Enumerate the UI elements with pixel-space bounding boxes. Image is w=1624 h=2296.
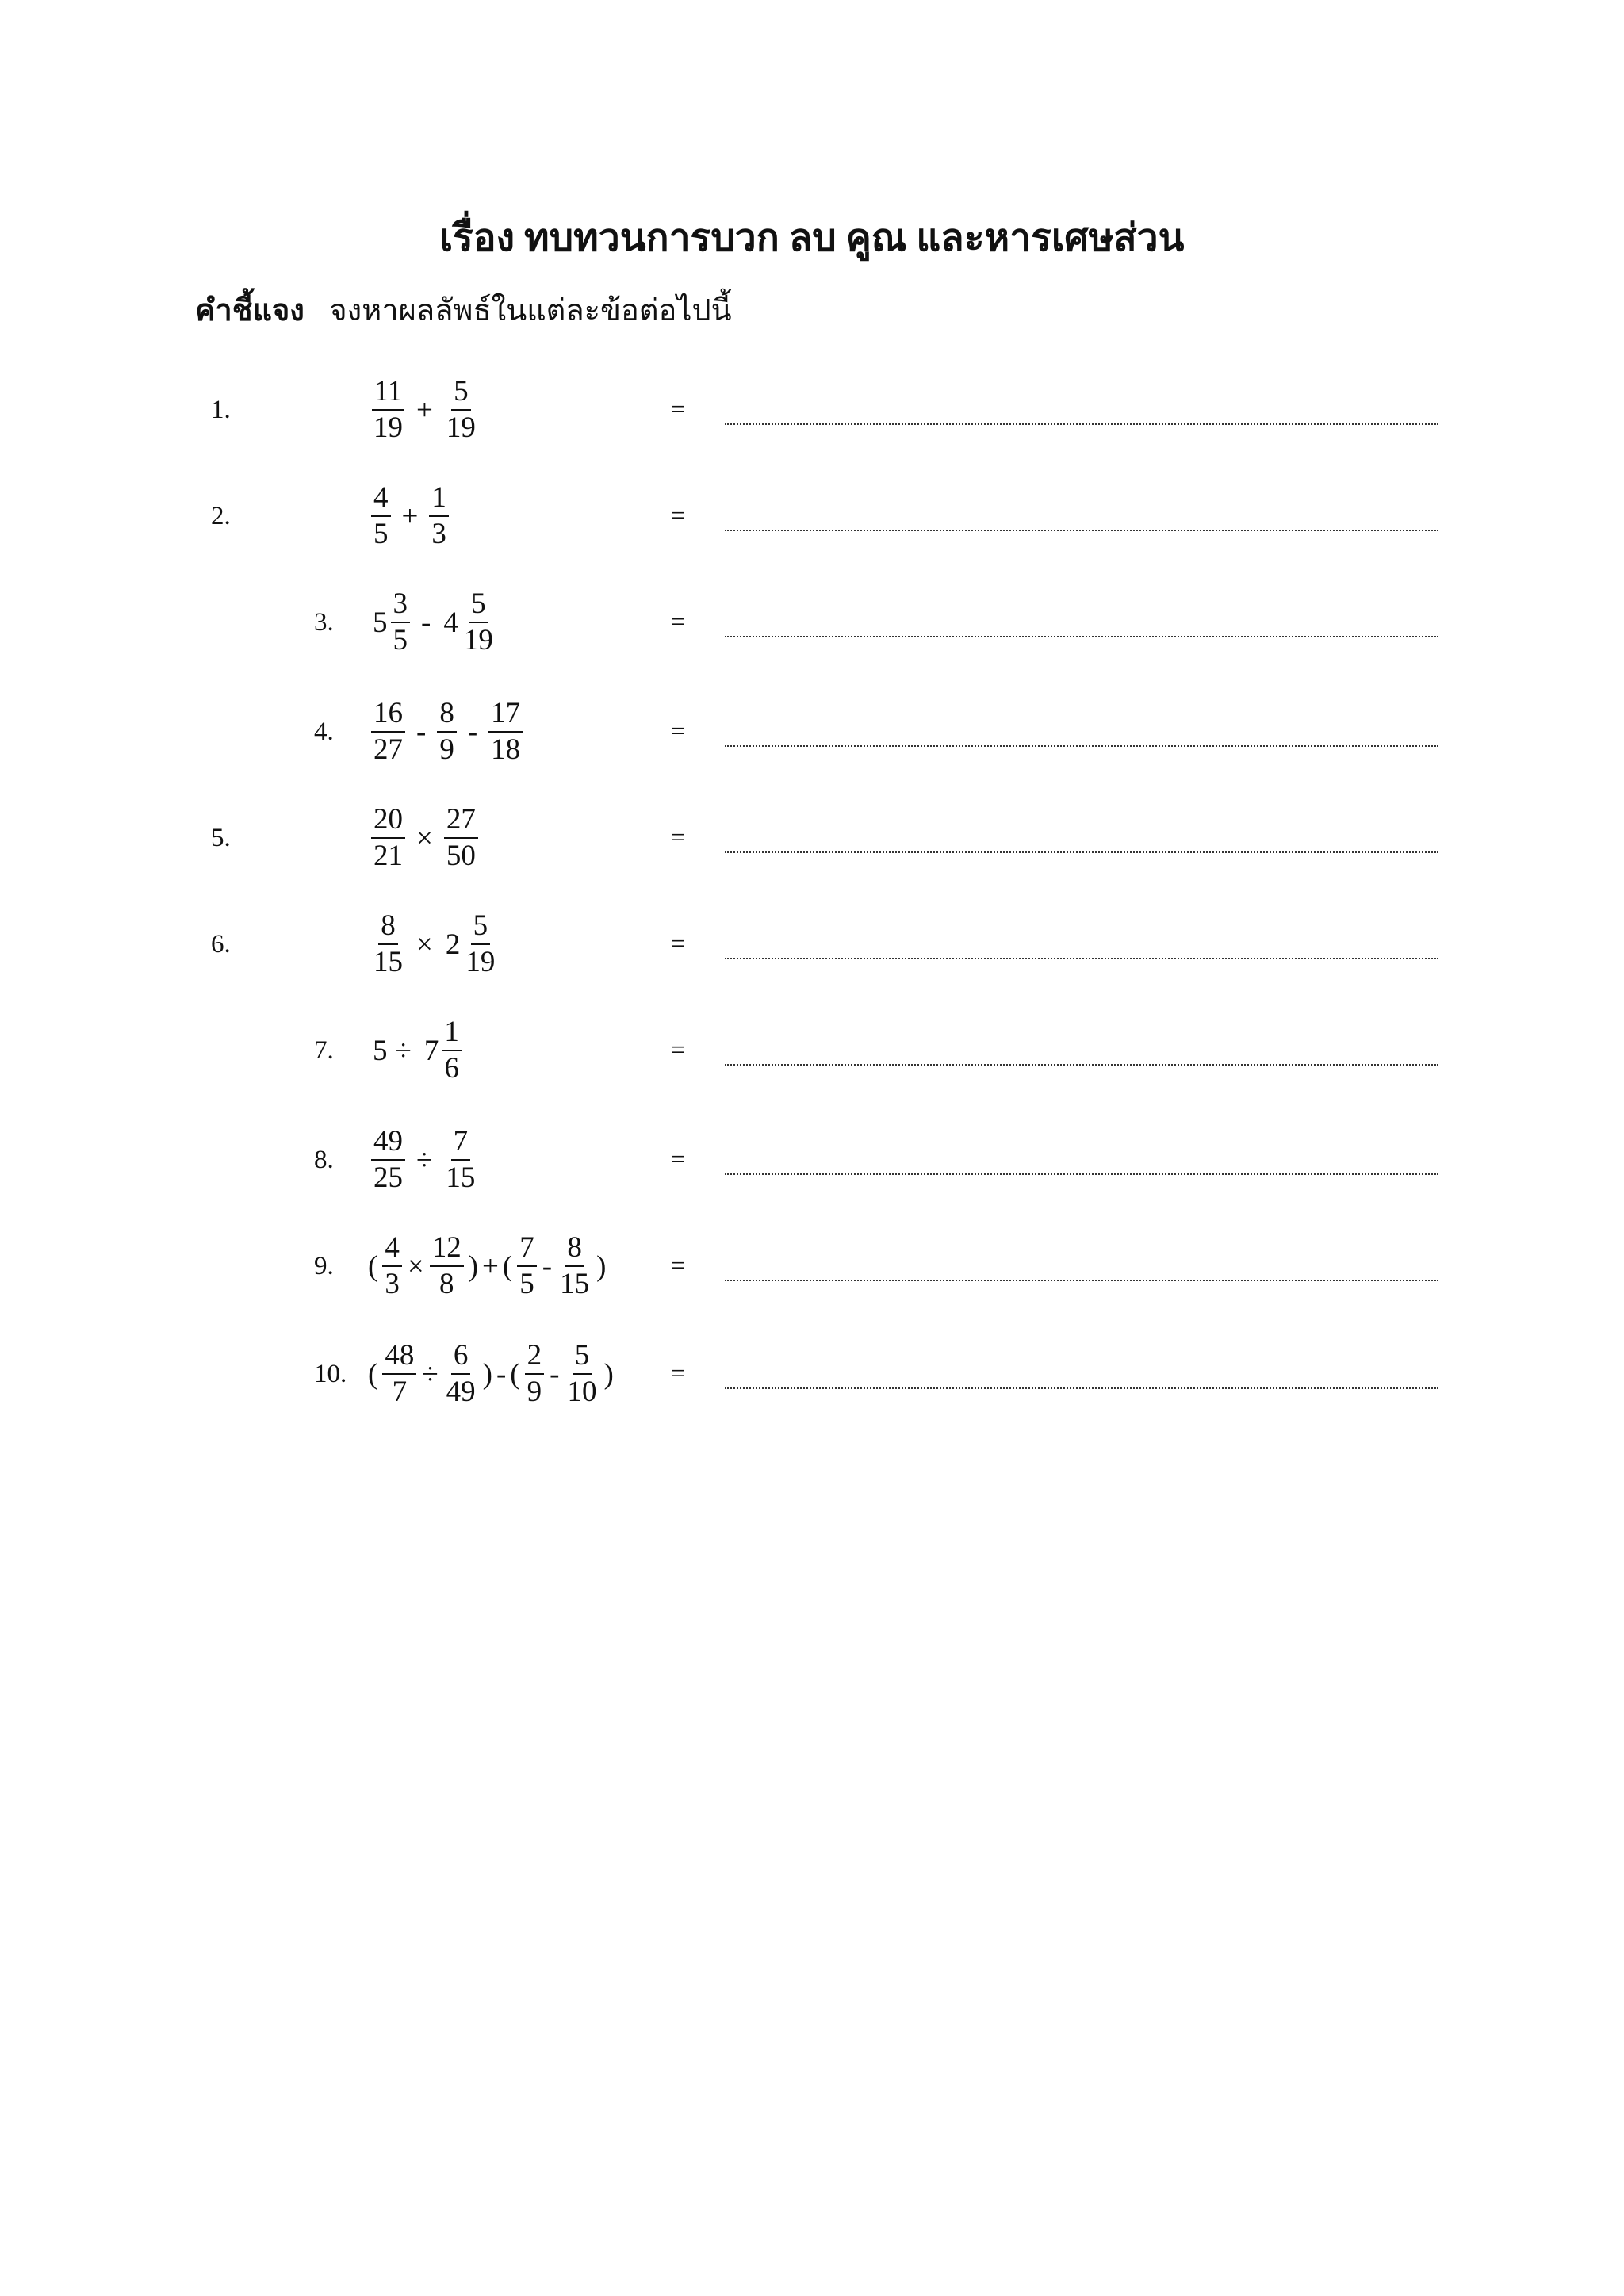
problem-row — [0, 473, 1624, 560]
problem-row — [0, 794, 1624, 882]
fraction — [382, 1338, 416, 1410]
parenthesis: ) — [468, 1249, 479, 1283]
problem-expression — [368, 1007, 465, 1094]
fraction-denominator: 5 — [393, 624, 408, 656]
operator: + — [482, 1249, 499, 1283]
fraction-numerator: 16 — [371, 696, 405, 733]
problem-row — [0, 901, 1624, 988]
problem-row — [0, 1223, 1624, 1310]
fraction — [371, 1124, 405, 1196]
fraction-denominator: 21 — [373, 840, 403, 872]
fraction-denominator: 27 — [373, 733, 403, 766]
fraction-numerator: 8 — [437, 696, 457, 733]
answer-line[interactable] — [725, 958, 1438, 959]
operator: - — [421, 606, 431, 639]
parenthesis: ) — [482, 1357, 492, 1391]
equals-sign: = — [671, 396, 686, 424]
fraction-numerator: 7 — [451, 1124, 471, 1161]
equals-sign: = — [671, 824, 686, 852]
problem-number: 2. — [211, 502, 231, 530]
problem-number: 3. — [314, 608, 334, 637]
instruction-label: คำชี้แจง — [195, 294, 304, 327]
fraction-denominator: 3 — [431, 518, 446, 550]
operator: × — [407, 1249, 424, 1283]
problem-expression — [366, 1223, 607, 1310]
fraction-numerator: 6 — [451, 1338, 471, 1375]
fraction-denominator: 5 — [373, 518, 389, 550]
whole-number: 2 — [445, 928, 461, 961]
problem-expression — [368, 579, 499, 666]
equals-sign: = — [671, 1036, 686, 1065]
operator: + — [401, 499, 419, 533]
fraction-denominator: 5 — [519, 1268, 534, 1300]
answer-line[interactable] — [725, 1064, 1438, 1066]
operator: - — [542, 1249, 553, 1283]
fraction-numerator: 5 — [451, 374, 471, 411]
fraction-denominator: 7 — [392, 1376, 408, 1408]
parenthesis: ) — [596, 1249, 607, 1283]
fraction-denominator: 19 — [446, 411, 476, 444]
fraction-denominator: 19 — [373, 411, 403, 444]
problem-row — [0, 1007, 1624, 1094]
fraction-numerator: 1 — [429, 480, 449, 517]
fraction-numerator: 8 — [378, 909, 398, 945]
fraction-denominator: 10 — [567, 1376, 597, 1408]
fraction-numerator: 27 — [444, 802, 478, 839]
problem-number: 6. — [211, 930, 231, 959]
answer-line[interactable] — [725, 851, 1438, 853]
whole-number: 7 — [423, 1034, 439, 1067]
parenthesis: ( — [368, 1357, 378, 1391]
problem-number: 10. — [314, 1360, 347, 1388]
problem-row — [0, 1116, 1624, 1203]
fraction-denominator: 15 — [373, 946, 403, 978]
answer-line[interactable] — [725, 1387, 1438, 1389]
whole-number: 5 — [373, 606, 388, 639]
fraction-numerator: 11 — [372, 374, 405, 411]
fraction — [444, 802, 478, 874]
problem-row — [0, 366, 1624, 453]
problem-expression — [368, 688, 526, 775]
answer-line[interactable] — [725, 1280, 1438, 1281]
fraction-denominator: 15 — [446, 1161, 476, 1194]
fraction-numerator: 4 — [382, 1230, 402, 1267]
operator: - — [416, 715, 427, 748]
fraction — [371, 696, 405, 767]
equals-sign: = — [671, 1360, 686, 1388]
fraction — [462, 587, 496, 658]
fraction-numerator: 2 — [525, 1338, 545, 1375]
operator: × — [416, 928, 433, 961]
fraction-numerator: 8 — [565, 1230, 584, 1267]
equals-sign: = — [671, 502, 686, 530]
fraction-denominator: 8 — [439, 1268, 454, 1300]
whole-number: 4 — [443, 606, 458, 639]
fraction-denominator: 9 — [439, 733, 454, 766]
fraction-numerator: 1 — [442, 1015, 462, 1051]
fraction-denominator: 6 — [444, 1052, 459, 1085]
problem-expression — [368, 794, 481, 882]
parenthesis: ( — [510, 1357, 520, 1391]
instruction-text: จงหาผลลัพธ์ในแต่ละข้อต่อไปนี้ — [329, 294, 732, 327]
operator: ÷ — [395, 1034, 412, 1067]
equals-sign: = — [671, 608, 686, 637]
problem-number: 7. — [314, 1036, 334, 1065]
answer-line[interactable] — [725, 1173, 1438, 1175]
fraction-numerator: 20 — [371, 802, 405, 839]
parenthesis: ( — [368, 1249, 378, 1283]
instruction — [195, 285, 732, 334]
fraction-denominator: 19 — [465, 946, 496, 978]
problem-number: 8. — [314, 1146, 334, 1174]
fraction — [463, 909, 497, 980]
answer-line[interactable] — [725, 745, 1438, 747]
fraction-numerator: 48 — [382, 1338, 416, 1375]
fraction — [444, 374, 478, 446]
fraction — [382, 1230, 402, 1302]
operator: + — [416, 393, 433, 427]
fraction-numerator: 5 — [573, 1338, 592, 1375]
fraction — [565, 1338, 599, 1410]
problem-number: 5. — [211, 824, 231, 852]
fraction — [429, 480, 449, 552]
operator: - — [496, 1357, 507, 1391]
problem-expression — [368, 366, 481, 453]
fraction-numerator: 49 — [371, 1124, 405, 1161]
fraction — [430, 1230, 464, 1302]
fraction — [557, 1230, 592, 1302]
fraction-numerator: 17 — [488, 696, 523, 733]
fraction — [442, 1015, 462, 1086]
worksheet-title: เรื่อง ทบทวนการบวก ลบ คูณ และหารเศษส่วน — [439, 217, 1185, 259]
problem-row — [0, 1330, 1624, 1418]
fraction-denominator: 19 — [463, 624, 493, 656]
equals-sign: = — [671, 1252, 686, 1280]
problem-number: 1. — [211, 396, 231, 424]
fraction — [371, 480, 391, 552]
fraction — [371, 802, 405, 874]
equals-sign: = — [671, 718, 686, 746]
fraction — [517, 1230, 537, 1302]
operator: ÷ — [422, 1357, 439, 1391]
fraction-numerator: 5 — [471, 909, 491, 945]
problem-expression — [368, 1116, 481, 1203]
fraction-numerator: 12 — [430, 1230, 464, 1267]
fraction — [371, 909, 405, 980]
fraction — [444, 1338, 478, 1410]
answer-line[interactable] — [725, 423, 1438, 425]
fraction — [488, 696, 523, 767]
fraction-denominator: 3 — [385, 1268, 400, 1300]
operator: - — [550, 1357, 560, 1391]
fraction — [443, 1124, 477, 1196]
operator: × — [416, 821, 433, 855]
fraction — [437, 696, 457, 767]
fraction — [391, 587, 411, 658]
problem-row — [0, 688, 1624, 775]
problem-row — [0, 579, 1624, 666]
fraction-numerator: 3 — [391, 587, 411, 623]
fraction-denominator: 50 — [446, 840, 476, 872]
fraction-numerator: 7 — [517, 1230, 537, 1267]
operator: - — [467, 715, 478, 748]
parenthesis: ( — [502, 1249, 513, 1283]
fraction-denominator: 18 — [491, 733, 521, 766]
answer-line[interactable] — [725, 530, 1438, 531]
fraction-denominator: 15 — [560, 1268, 590, 1300]
fraction-numerator: 4 — [371, 480, 391, 517]
fraction — [525, 1338, 545, 1410]
equals-sign: = — [671, 1146, 686, 1174]
equals-sign: = — [671, 930, 686, 959]
problem-expression — [368, 901, 500, 988]
problem-expression — [366, 1330, 615, 1418]
problem-number: 4. — [314, 718, 334, 746]
fraction-denominator: 49 — [446, 1376, 476, 1408]
operator: ÷ — [416, 1143, 433, 1177]
fraction-denominator: 9 — [527, 1376, 542, 1408]
answer-line[interactable] — [725, 636, 1438, 637]
problem-number: 9. — [314, 1252, 334, 1280]
fraction-numerator: 5 — [469, 587, 488, 623]
whole-number: 5 — [373, 1034, 388, 1067]
fraction — [371, 374, 405, 446]
problem-expression — [368, 473, 452, 560]
fraction-denominator: 25 — [373, 1161, 403, 1194]
parenthesis: ) — [603, 1357, 614, 1391]
